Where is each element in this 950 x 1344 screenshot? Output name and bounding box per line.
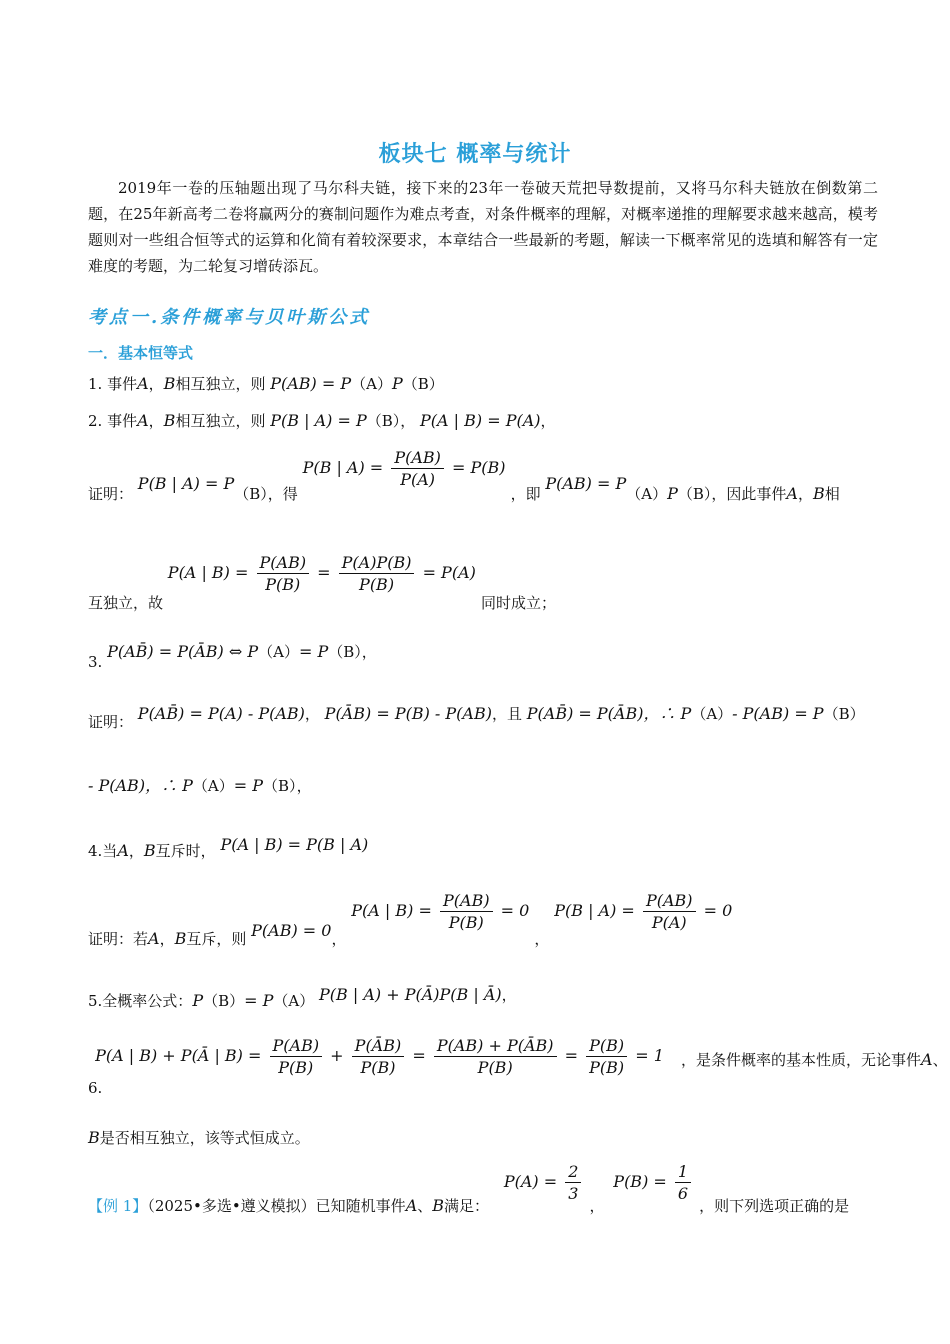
proof-2-line-1: 证明： P(B | A) = P（B），得 P(B | A) = $\frac{P(AB)}{P(A)}$ = P(B) ，即 P(AB) = P（A）P（B），因此事件A，B相 [88,448,840,503]
item-6-line-2: B是否相互独立，该等式恒成立。 [88,1128,310,1147]
item-6: 6. P(A | B) + P(Ā | B) = $\frac{P(AB)}{P(B)}$ + $\frac{P(ĀB)}{P(B)}$ = $\frac{P(AB) + P(ĀB)}{P(B)}$ = $\frac{P(B)}{P(B)}$ = 1 ，是条件概率的基本性质，无论事件A、 [88,1036,948,1097]
formula: P(A | B) = P(A) [420,411,541,430]
proof-3-line-2: - P(AB)，∴ P（A）= P（B）， [88,776,312,795]
subsection-heading: 一．基本恒等式 [88,344,194,362]
formula: P(B | A) + P(Ā)P(B | Ā) [319,985,502,1004]
example-1: 【例 1】（2025•多选•遵义模拟）已知随机事件A、B满足： P(A) = $\frac{2}{3}$ ， P(B) = $\frac{1}{6}$ ，则下列选项正确的是 [88,1162,850,1215]
example-label: 【例 1】 [88,1197,148,1215]
intro-paragraph: 2019年一卷的压轴题出现了马尔科夫链，接下来的23年一卷破天荒把导数提前，又将马尔科夫链放在倒数第二题，在25年新高考二卷将赢两分的赛制问题作为难点考查，对条件概率的理解，对概率递推的理解要求越来越高，模考题则对一些组合恒等式的运算和化简有着较深要求，本章结合一些最新的考题，解读一下概率常见的选填和解答有一定难度的考题，为二轮复习增砖添瓦。 [88,179,878,275]
item-3: 3. P(AB̄) = P(ĀB) ⇔ P（A）= P（B）， [88,642,377,671]
fraction-formula: P(A | B) = $\frac{P(AB)}{P(B)}$ = 0 [351,891,530,932]
fraction-formula: P(B | A) = $\frac{P(AB)}{P(A)}$ = P(B) [302,448,506,489]
fraction-formula: P(B | A) = $\frac{P(AB)}{P(A)}$ = 0 [554,891,733,932]
item-2: 2. 事件A，B相互独立，则 P(B | A) = P（B）， P(A | B) = P(A)， [88,411,556,430]
formula: P(AB) = P [270,374,352,393]
formula: P(A | B) = P(B | A) [220,835,369,854]
proof-4: 证明：若A，B互斥，则 P(AB) = 0， P(A | B) = $\frac{P(AB)}{P(B)}$ = 0 ， P(B | A) = $\frac{P(AB)}{P(A)}$ = 0 [88,891,733,948]
proof-2-line-2: 互独立，故 P(A | B) = $\frac{P(AB)}{P(B)}$ = $\frac{P(A)P(B)}{P(B)}$ = P(A) 同时成立； [88,553,556,612]
fraction-formula: P(A) = $\frac{2}{3}$ [504,1172,590,1191]
formula: P(B | A) = P [270,411,367,430]
section-heading: 考点一.条件概率与贝叶斯公式 [88,307,371,328]
page-title: 板块七 概率与统计 [378,142,572,167]
proof-3-line-1: 证明： P(AB̄) = P(A) - P(AB)， P(ĀB) = P(B) - P(AB)，且 P(AB̄) = P(ĀB)，∴ P（A）- P(AB) = P（B） [88,704,865,731]
item-5: 5.全概率公式：P（B）= P（A） P(B | A) + P(Ā)P(B | Ā)， [88,985,517,1010]
item-4: 4.当A，B互斥时， P(A | B) = P(B | A) [88,835,369,860]
item-1: 1. 事件A，B相互独立，则 P(AB) = P（A）P（B） [88,374,444,393]
fraction-formula: P(A | B) = $\frac{P(AB)}{P(B)}$ = $\frac{P(A)P(B)}{P(B)}$ = P(A) [167,553,476,594]
fraction-formula: P(B) = $\frac{1}{6}$ [613,1172,699,1191]
fraction-formula: P(A | B) + P(Ā | B) = $\frac{P(AB)}{P(B)}$ + $\frac{P(ĀB)}{P(B)}$ = $\frac{P(AB) + P(ĀB)}{P(B)}$ = $\frac{P(B)}{P(B)}$ = 1 [95,1036,664,1077]
formula: P(AB̄) = P(ĀB) ⇔ P [107,642,259,661]
